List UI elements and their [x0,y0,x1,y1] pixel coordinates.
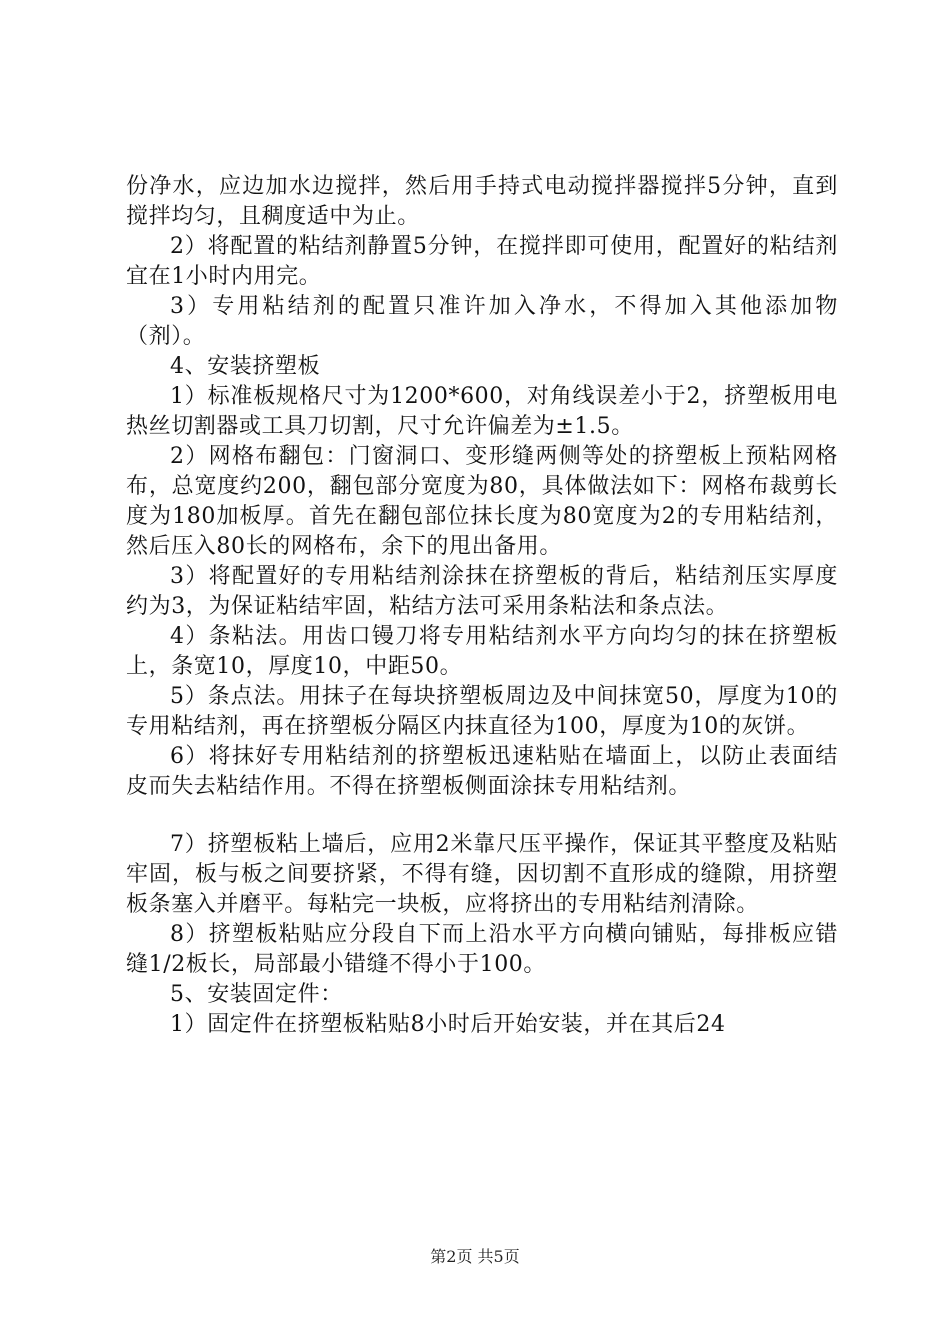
paragraph-10: 7）挤塑板粘上墙后，应用2米靠尺压平操作，保证其平整度及粘贴牢固，板与板之间要挤紧，不得有缝，因切割不直形成的缝隙，用挤塑板条塞入并磨平。每粘完一块板，应将挤出的专用粘结剂清除。 [126,832,838,917]
paragraph-11: 8）挤塑板粘贴应分段自下而上沿水平方向横向铺贴，每排板应错缝1/2板长，局部最小错缝不得小于100。 [126,922,838,977]
paragraph-9: 6）将抹好专用粘结剂的挤塑板迅速粘贴在墙面上，以防止表面结皮而失去粘结作用。不得在挤塑板侧面涂抹专用粘结剂。 [126,744,838,799]
paragraph-7: 4）条粘法。用齿口镘刀将专用粘结剂水平方向均匀的抹在挤塑板上，条宽10，厚度10，中距50。 [126,624,838,679]
paragraph-gap [126,802,838,830]
paragraph-2: 3）专用粘结剂的配置只准许加入净水，不得加入其他添加物（剂）。 [126,294,838,349]
section-heading-4: 4、安装挤塑板 [170,354,321,379]
page-footer: 第2页 共5页 [430,1247,520,1266]
paragraph-4: 1）标准板规格尺寸为1200*600，对角线误差小于2，挤塑板用电热丝切割器或工具刀切割，尺寸允许偏差为±1.5。 [126,384,838,439]
document-body [126,172,838,1040]
paragraph-13: 1）固定件在挤塑板粘贴8小时后开始安装，并在其后24 [170,1012,726,1037]
section-heading-5: 5、安装固定件： [170,982,343,1007]
paragraph-6: 3）将配置好的专用粘结剂涂抹在挤塑板的背后，粘结剂压实厚度约为3，为保证粘结牢固，粘结方法可采用条粘法和条点法。 [126,564,838,619]
paragraph-0: 份净水，应边加水边搅拌，然后用手持式电动搅拌器搅拌5分钟，直到搅拌均匀，且稠度适中为止。 [126,174,838,229]
paragraph-1: 2）将配置的粘结剂静置5分钟，在搅拌即可使用，配置好的粘结剂宜在1小时内用完。 [126,234,838,289]
paragraph-8: 5）条点法。用抹子在每块挤塑板周边及中间抹宽50，厚度为10的专用粘结剂，再在挤塑板分隔区内抹直径为100，厚度为10的灰饼。 [126,684,838,739]
paragraph-5: 2）网格布翻包：门窗洞口、变形缝两侧等处的挤塑板上预粘网格布，总宽度约200，翻包部分宽度为80，具体做法如下：网格布裁剪长度为180加板厚。首先在翻包部位抹长度为80宽度为2的专用粘结剂，然后压入80长的网格布，余下的甩出备用。 [126,444,838,559]
